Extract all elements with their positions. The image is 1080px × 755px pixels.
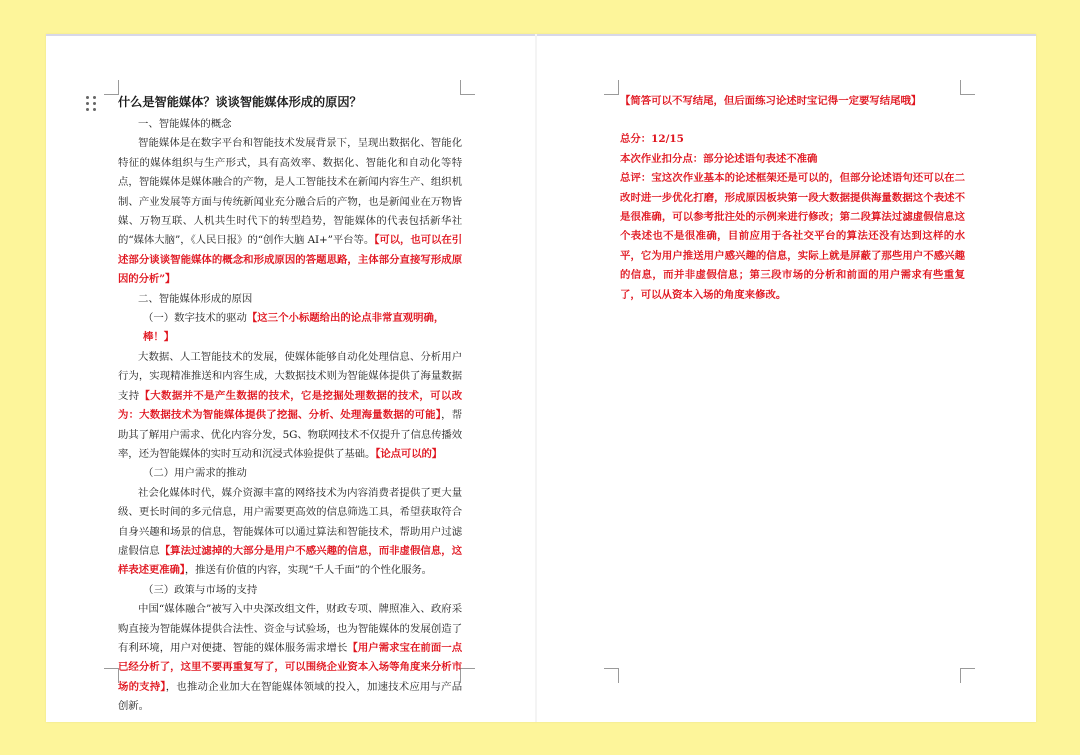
- feedback-score: 总分：12/15: [620, 133, 684, 146]
- page-divider: [535, 34, 537, 722]
- sub1-text-a: 大数据、人工智能技术的发展，使媒体能够自动化处理信息、分析用户行为，实现精准推送和内容生成，大数据技术则为智能媒体提供了海量数据支持: [118, 350, 462, 402]
- sub1-heading-line: [118, 309, 462, 348]
- sub2-paragraph: [118, 484, 462, 581]
- sub3-paragraph: [118, 600, 462, 716]
- paper-edge: [46, 34, 1036, 36]
- drag-handle-icon[interactable]: [86, 96, 98, 112]
- sub1-comment: 【这三个小标题给出的论点非常直观明确，棒！】: [143, 312, 445, 344]
- feedback-deduction: 本次作业扣分点：部分论述语句表述不准确: [620, 152, 818, 165]
- feedback-note: 【简答可以不写结尾，但后面练习论述时宝记得一定要写结尾哦】: [620, 95, 922, 107]
- sub2-comment: 【算法过滤掉的大部分是用户不感兴趣的信息，而非虚假信息，这样表述更准确】: [118, 544, 462, 577]
- sub3-text-b: ，也推动企业加大在智能媒体领域的投入，加速技术应用与产品创新。: [118, 680, 462, 713]
- sub3-text-a: 中国“媒体融合”被写入中央深改组文件，财政专项、牌照准入、政府采购直接为智能媒体提供合法性、资金与试验场，也为智能媒体的发展创造了有利环境，用户对便捷、智能的媒体服务需求增长: [118, 603, 462, 654]
- sub3-heading: （三）政策与市场的支持: [143, 583, 258, 596]
- section1-heading: 一、智能媒体的概念: [138, 118, 232, 130]
- section1-paragraph: [118, 134, 462, 289]
- sub1-comment-b: 【大数据并不是产生数据的技术，它是挖掘处理数据的技术，可以改为：大数据技术为智能媒体提供了挖掘、分析、处理海量数据的可能】: [118, 389, 462, 422]
- section1-text: 智能媒体是在数字平台和智能技术发展背景下，呈现出数据化、智能化特征的媒体组织与生产形式，具有高效率、数据化、智能化和自动化等特点，智能媒体是媒体融合的产物，是人工智能技术在新闻内容生产、组织机制、产业发展等方面与传统新闻业充分融合后的产物，也是新闻业在万物皆媒、万物互联、人机共生时代下的转型趋势，智能媒体的代表包括新华社的“媒体大脑”，《人民日报》的“创作大脑 AI+”平台等。: [118, 137, 462, 247]
- crop-mark: [460, 668, 475, 683]
- left-page: [118, 92, 462, 717]
- sub2-heading: （二）用户需求的推动: [143, 467, 247, 480]
- sub1-text-b: ，帮助其了解用户需求、优化内容分发，5G、物联网技术不仅提升了信息传播效率，还为智能媒体的实时互动和沉浸式体验提供了基础。: [118, 409, 463, 460]
- section1-comment: 【可以，也可以在引述部分谈谈智能媒体的概念和形成原因的答题思路，主体部分直接写形成原因的分析”】: [118, 234, 462, 286]
- sub2-text-a: 社会化媒体时代，媒介资源丰富的网络技术为内容消费者提供了更大量级、更长时间的多元信息，用户需要更高效的信息筛选工具，希望获取符合自身兴趣和场景的信息，智能媒体可以通过算法和智能技术，帮助用户过滤虚假信息: [118, 486, 462, 557]
- crop-mark: [604, 80, 619, 95]
- sub1-heading: （一）数字技术的驱动: [143, 312, 247, 325]
- sub2-text-b: ，推送有价值的内容，实现“千人千面”的个性化服务。: [184, 564, 432, 577]
- crop-mark: [104, 668, 119, 683]
- sub1-comment-c: 【论点可以的】: [375, 447, 443, 460]
- crop-mark: [604, 668, 619, 683]
- sub3-comment: 【用户需求宝在前面一点已经分析了，这里不要再重复写了，可以围绕企业资本入场等角度来分析市场的支持】: [118, 641, 462, 693]
- spacer: [620, 111, 965, 130]
- section2-heading: 二、智能媒体形成的原因: [138, 292, 253, 305]
- doc-title: 什么是智能媒体？谈谈智能媒体形成的原因？: [118, 95, 362, 109]
- crop-mark: [960, 668, 975, 683]
- sub1-paragraph: [118, 348, 462, 464]
- crop-mark: [104, 80, 119, 95]
- right-page: [620, 92, 965, 305]
- crop-mark: [460, 80, 475, 95]
- feedback-summary: 总评：宝这次作业基本的论述框架还是可以的，但部分论述语句还可以在二改时进一步优化打磨，形成原因板块第一段大数据提供海量数据这个表述不是很准确，可以参考批注处的示例来进行修改；第二段算法过滤虚假信息这个表述也不是很准确，目前应用于各社交平台的算法还没有达到这样的水平，它为用户推送用户感兴趣的信息，实际上就是屏蔽了那些用户不感兴趣的信息，而并非虚假信息；第三段市场的分析和前面的用户需求有些重复了，可以从资本入场的角度来修改。: [620, 172, 965, 301]
